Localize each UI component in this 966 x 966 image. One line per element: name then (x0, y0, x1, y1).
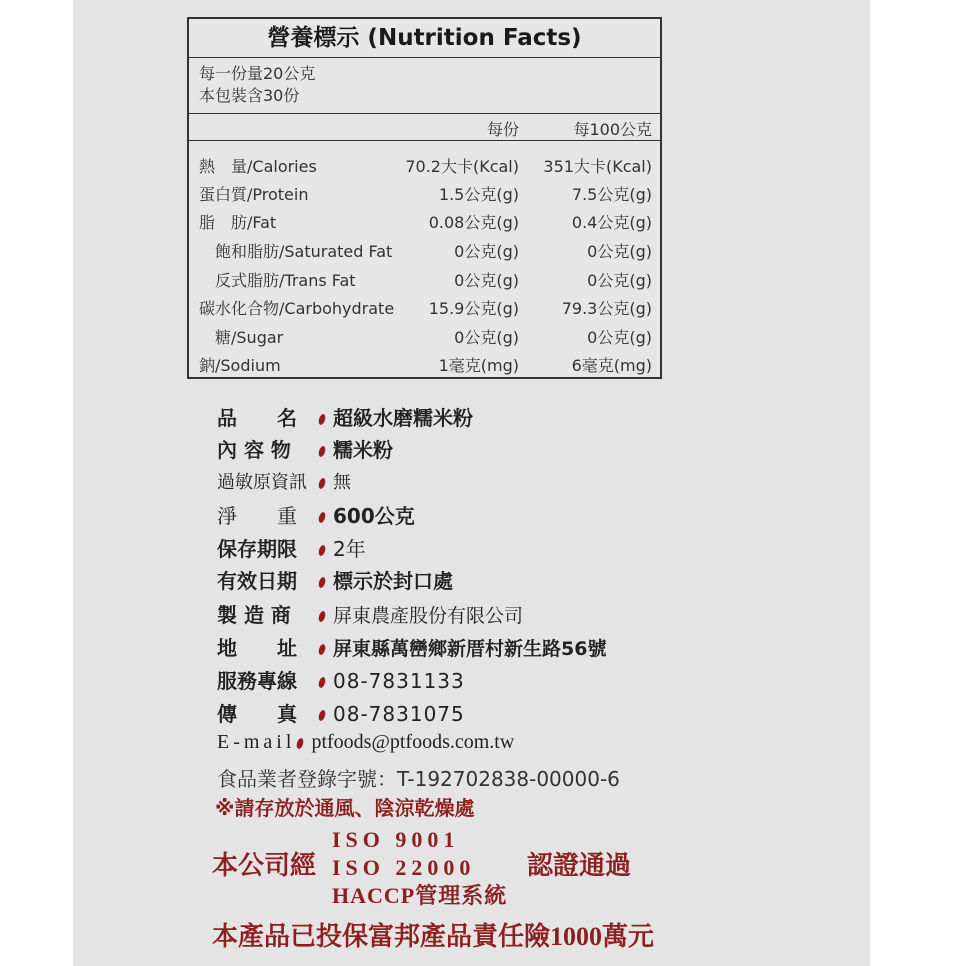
bullet-dot (317, 477, 326, 489)
bullet-dot (317, 544, 326, 556)
per-serving-value: 15.9公克(g) (428, 299, 519, 318)
bullet-dot (317, 709, 326, 721)
info-label: 地 址 (217, 636, 297, 660)
cert-item: HACCP管理系統 (332, 883, 508, 908)
per-100g-value: 7.5公克(g) (571, 185, 652, 204)
cert-item: ISO 9001 (332, 827, 460, 852)
nutrition-column-header (189, 113, 660, 141)
nutrition-row-sodium (189, 349, 660, 377)
info-value: 超級水磨糯米粉 (333, 406, 473, 430)
info-fax (217, 698, 465, 727)
bullet-dot (317, 576, 326, 588)
info-value: 08-7831133 (333, 669, 465, 693)
storage-instructions: ※請存放於通風、陰涼乾燥處 (215, 796, 475, 820)
info-email (217, 731, 514, 754)
nutrient-label: 碳水化合物/Carbohydrate (199, 299, 395, 318)
nutrition-row-saturated-fat (189, 235, 660, 263)
per-100g-value: 6毫克(mg) (571, 356, 652, 375)
nutrition-row-protein (189, 178, 660, 206)
serving-size: 每一份量20公克 (199, 64, 316, 83)
bullet-dot (296, 737, 305, 749)
registration-number: 食品業者登錄字號：T-192702838-00000-6 (217, 767, 620, 791)
serving-info (199, 63, 315, 107)
bullet-dot (317, 676, 326, 688)
per-100g-value: 79.3公克(g) (561, 299, 652, 318)
nutrient-label: 反式脂肪/Trans Fat (215, 271, 356, 290)
nutrient-label: 熱 量/Calories (199, 157, 317, 176)
per-100g-value: 0公克(g) (587, 328, 652, 347)
info-value: 糯米粉 (333, 438, 393, 462)
info-value: 無 (333, 472, 351, 493)
nutrient-label: 飽和脂肪/Saturated Fat (215, 242, 393, 261)
info-label: 傳 真 (217, 702, 297, 726)
bullet-dot (317, 413, 326, 425)
info-label: 有效日期 (217, 569, 297, 593)
cert-prefix: 本公司經 (212, 851, 317, 880)
nutrient-label: 蛋白質/Protein (199, 185, 309, 204)
info-value: 標示於封口處 (333, 569, 453, 593)
info-expiry (217, 565, 453, 594)
info-value: 屏東縣萬巒鄉新厝村新生路56號 (333, 638, 607, 660)
per-100g-value: 351大卡(Kcal) (543, 157, 652, 176)
col-per-100g: 每100公克 (573, 120, 652, 139)
cert-item: ISO 22000 (332, 855, 476, 880)
info-label: 品 名 (217, 406, 297, 430)
nutrition-row-carbohydrate (189, 292, 660, 320)
info-value: ptfoods@ptfoods.com.tw (311, 731, 515, 753)
per-100g-value: 0公克(g) (587, 242, 652, 261)
info-label: 內 容 物 (217, 438, 291, 462)
info-label: 保存期限 (217, 537, 297, 561)
per-serving-value: 0公克(g) (454, 328, 519, 347)
info-shelf-life (217, 533, 366, 562)
info-net-weight (217, 500, 415, 529)
nutrient-label: 脂 肪/Fat (199, 213, 277, 232)
per-serving-value: 1毫克(mg) (438, 356, 519, 375)
nutrition-row-trans-fat (189, 264, 660, 292)
info-label: 淨 重 (217, 504, 297, 528)
info-value: 600公克 (333, 504, 415, 528)
cert-list (332, 826, 507, 910)
info-hotline (217, 665, 465, 694)
info-value: 2年 (333, 537, 366, 561)
nutrition-facts-table (187, 17, 662, 379)
per-serving-value: 70.2大卡(Kcal) (405, 157, 519, 176)
info-value: 08-7831075 (333, 702, 465, 726)
cert-suffix: 認證通過 (527, 851, 632, 880)
info-value: 屏東農產股份有限公司 (333, 605, 524, 627)
nutrient-label: 鈉/Sodium (199, 356, 281, 375)
info-product-name (217, 402, 473, 431)
nutrition-row-calories (189, 150, 660, 178)
per-100g-value: 0.4公克(g) (571, 213, 652, 232)
servings-per-package: 本包裝含30份 (199, 86, 300, 105)
bullet-dot (317, 445, 326, 457)
col-per-serving: 每份 (486, 120, 519, 139)
info-label: 製 造 商 (217, 603, 291, 627)
info-allergen (217, 468, 351, 494)
bullet-dot (317, 511, 326, 523)
info-label: 服務專線 (217, 669, 297, 693)
per-serving-value: 0公克(g) (454, 271, 519, 290)
info-label: 過敏原資訊 (217, 472, 307, 493)
info-address (217, 632, 606, 661)
nutrient-label: 糖/Sugar (215, 328, 284, 347)
nutrition-row-sugar (189, 321, 660, 349)
nutrition-row-fat (189, 206, 660, 234)
per-serving-value: 1.5公克(g) (438, 185, 519, 204)
per-serving-value: 0.08公克(g) (428, 213, 519, 232)
info-label: E-mail (217, 731, 296, 753)
info-contents (217, 434, 393, 463)
bullet-dot (317, 643, 326, 655)
insurance-statement: 本產品已投保富邦產品責任險1000萬元 (212, 922, 655, 951)
per-serving-value: 0公克(g) (454, 242, 519, 261)
nutrition-title: 營養標示 (Nutrition Facts) (189, 19, 660, 58)
info-manufacturer (217, 599, 523, 628)
bullet-dot (317, 610, 326, 622)
per-100g-value: 0公克(g) (587, 271, 652, 290)
